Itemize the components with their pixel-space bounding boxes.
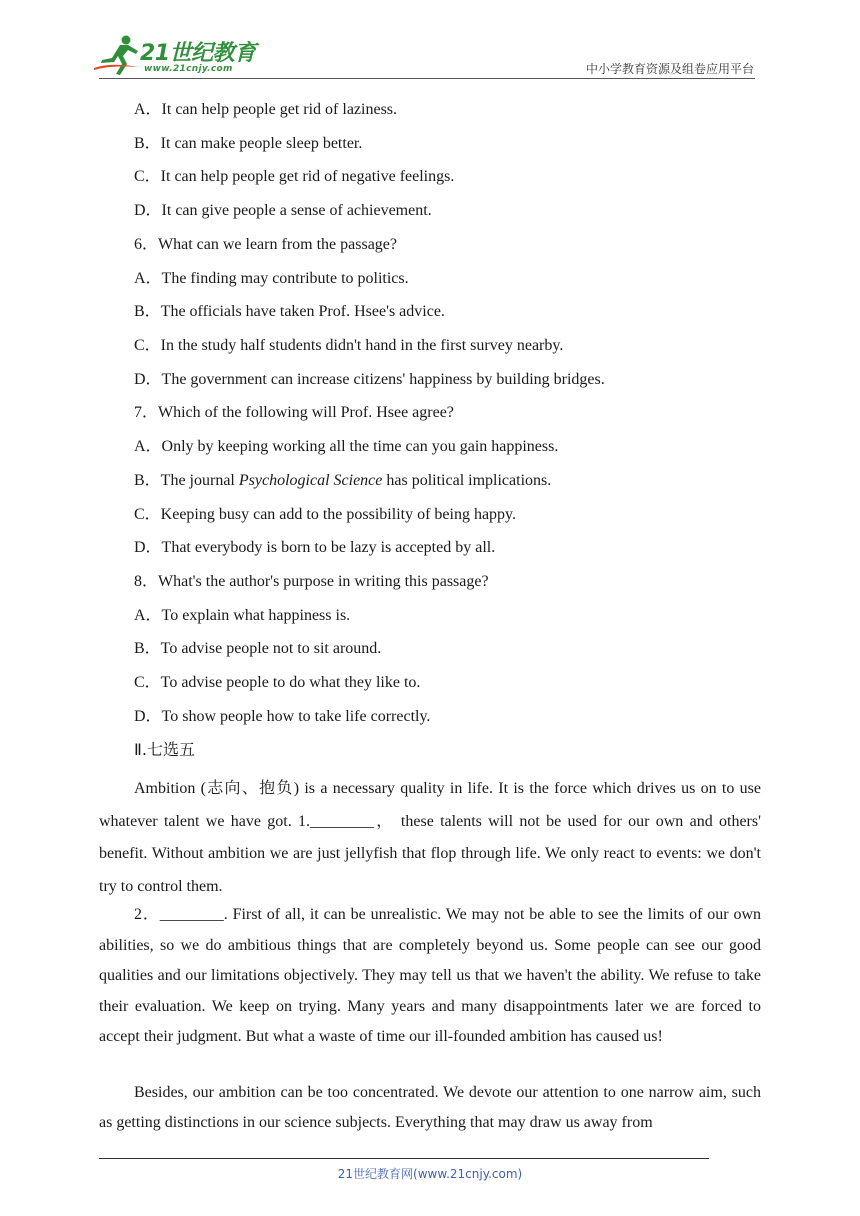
option-5b: B．It can make people sleep better. [134,135,363,152]
option-8c: C．To advise people to do what they like to. [134,674,421,691]
footer-divider [99,1158,709,1159]
option-7c: C．Keeping busy can add to the possibility of being happy. [134,506,517,523]
header-platform-name: 中小学教育资源及组卷应用平台 [585,62,754,76]
paragraph-2-text: 2．________. First of all, it can be unrealistic. We may not be able to see the limits of our own abilities, so we do ambitious things that are completely beyond us. Some people can see our good qualities and our limitations objectively. They may tell us that we haven't the ability. We refuse to take their evaluation. We keep on trying. Many years and many disappointments later we are forced to accept their judgment. But what a waste of time our ill-founded ambition has caused us! [99,906,761,1045]
question-6: 6．What can we learn from the passage? [134,236,397,253]
paragraph-3-text: Besides, our ambition can be too concentrated. We devote our attention to one narrow aim, such as getting distinctions in our science subjects. Everything that may draw us away from [99,1084,761,1131]
option-5c: C．It can help people get rid of negative feelings. [134,168,455,185]
page-header [0,0,860,82]
option-8b: B．To advise people not to sit around. [134,640,382,657]
option-8d: D．To show people how to take life correctly. [134,708,431,725]
question-7: 7．Which of the following will Prof. Hsee agree? [134,404,454,421]
option-5d: D．It can give people a sense of achievement. [134,202,432,219]
option-6b: B．The officials have taken Prof. Hsee's advice. [134,303,445,320]
option-7b [134,471,551,491]
option-5a: A．It can help people get rid of laziness. [134,101,398,118]
option-7b-suffix: has political implications. [382,472,552,489]
footer-text: 21世纪教育网(www.21cnjy.com) [337,1167,523,1181]
logo-url: www.21cnjy.com [144,64,233,74]
logo [92,34,262,78]
runner-logo-icon [92,34,144,78]
option-6a: A．The finding may contribute to politics. [134,270,409,287]
header-divider [99,78,755,79]
option-6d: D．The government can increase citizens' happiness by building bridges. [134,371,605,388]
paragraph-3 [99,1078,761,1138]
logo-text: 21世纪教育 [140,41,256,66]
option-7b-prefix: B．The journal [134,472,239,489]
paragraph-2 [99,900,761,1053]
option-8a: A．To explain what happiness is. [134,607,351,624]
question-8: 8．What's the author's purpose in writing this passage? [134,573,489,590]
paragraph-1 [99,773,761,903]
journal-title: Psychological Science [238,472,383,489]
option-7d: D．That everybody is born to be lazy is accepted by all. [134,539,496,556]
paragraph-1-text: Ambition (志向、抱负) is a necessary quality in life. It is the force which drives us on to use whatever talent we have got. 1.________， these talents will not be used for our own and others' benefit. Without ambition we are just jellyfish that flop through life. We only react to events: we don't try to control them. [99,780,761,895]
option-6c: C．In the study half students didn't hand in the first survey nearby. [134,337,564,354]
option-7a: A．Only by keeping working all the time can you gain happiness. [134,438,559,455]
section-title: Ⅱ.七选五 [134,740,195,759]
